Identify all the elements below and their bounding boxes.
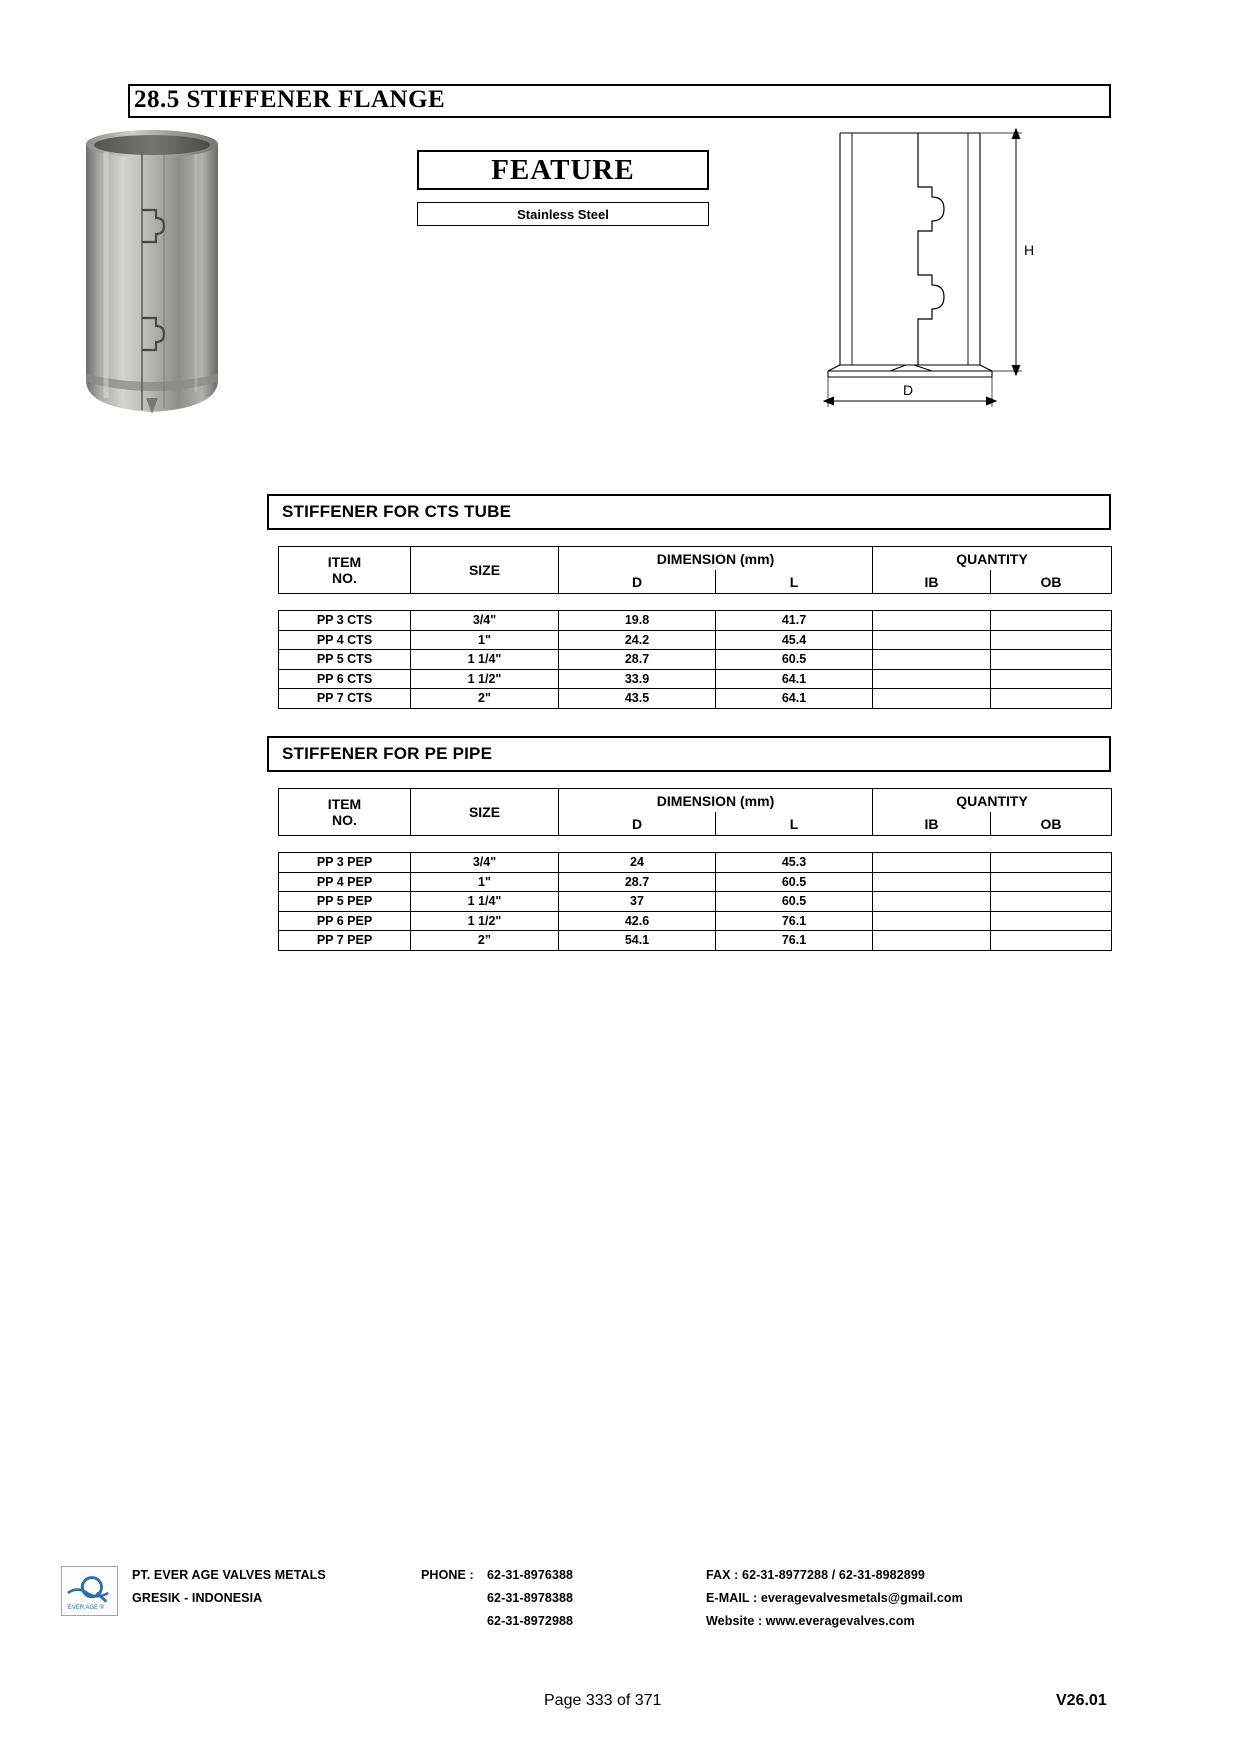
cell-item-no: PP 3 CTS bbox=[279, 611, 411, 631]
cell-ib bbox=[873, 853, 991, 873]
cell-ob bbox=[991, 630, 1112, 650]
table-cts bbox=[278, 610, 1112, 709]
col-header-ob: OB bbox=[991, 812, 1112, 836]
table-header-cts bbox=[278, 546, 1112, 594]
col-header-item-no bbox=[279, 547, 411, 594]
col-header-no: NO. bbox=[332, 812, 357, 828]
cell-d: 24 bbox=[559, 853, 716, 873]
cell-d: 24.2 bbox=[559, 630, 716, 650]
table-header-pep bbox=[278, 788, 1112, 836]
cell-item-no: PP 4 PEP bbox=[279, 872, 411, 892]
section-header-cts bbox=[267, 494, 1111, 530]
cell-l: 60.5 bbox=[716, 650, 873, 670]
cell-ob bbox=[991, 650, 1112, 670]
col-header-quantity: QUANTITY bbox=[873, 789, 1112, 813]
cell-ib bbox=[873, 630, 991, 650]
cell-item-no: PP 7 CTS bbox=[279, 689, 411, 709]
cell-ob bbox=[991, 689, 1112, 709]
dim-d-label: D bbox=[903, 382, 914, 398]
cell-l: 64.1 bbox=[716, 669, 873, 689]
col-header-ib: IB bbox=[873, 812, 991, 836]
cell-ob bbox=[991, 853, 1112, 873]
cell-l: 64.1 bbox=[716, 689, 873, 709]
col-header-size: SIZE bbox=[411, 547, 559, 594]
cell-ib bbox=[873, 650, 991, 670]
footer-email: E-MAIL : everagevalvesmetals@gmail.com bbox=[706, 1591, 963, 1605]
cell-size: 2” bbox=[411, 931, 559, 951]
col-header-dimension: DIMENSION (mm) bbox=[559, 789, 873, 813]
cell-size: 1 1/2" bbox=[411, 669, 559, 689]
table-row bbox=[279, 853, 1112, 873]
cell-l: 41.7 bbox=[716, 611, 873, 631]
cell-size: 1 1/2" bbox=[411, 911, 559, 931]
col-header-dimension: DIMENSION (mm) bbox=[559, 547, 873, 571]
table-row bbox=[279, 872, 1112, 892]
cell-item-no: PP 6 CTS bbox=[279, 669, 411, 689]
cell-ob bbox=[991, 611, 1112, 631]
col-header-d: D bbox=[559, 570, 716, 594]
col-header-size: SIZE bbox=[411, 789, 559, 836]
section-header-pep bbox=[267, 736, 1111, 772]
technical-drawing bbox=[820, 125, 1100, 425]
section-heading-cts: STIFFENER FOR CTS TUBE bbox=[282, 502, 512, 521]
company-logo bbox=[61, 1566, 118, 1616]
table-row bbox=[279, 931, 1112, 951]
footer-phone-label: PHONE : bbox=[421, 1568, 474, 1582]
cell-ob bbox=[991, 931, 1112, 951]
cell-item-no: PP 5 PEP bbox=[279, 892, 411, 912]
cell-ob bbox=[991, 911, 1112, 931]
cell-ib bbox=[873, 892, 991, 912]
col-header-l: L bbox=[716, 812, 873, 836]
cell-ob bbox=[991, 669, 1112, 689]
feature-material-box bbox=[417, 202, 709, 226]
cell-item-no: PP 5 CTS bbox=[279, 650, 411, 670]
cell-d: 42.6 bbox=[559, 911, 716, 931]
col-header-d: D bbox=[559, 812, 716, 836]
dim-h-label: H bbox=[1024, 242, 1035, 258]
table-row bbox=[279, 611, 1112, 631]
col-header-item: ITEM bbox=[327, 553, 362, 570]
cell-ob bbox=[991, 872, 1112, 892]
section-heading-pep: STIFFENER FOR PE PIPE bbox=[282, 744, 493, 763]
cell-l: 45.3 bbox=[716, 853, 873, 873]
footer-location: GRESIK - INDONESIA bbox=[132, 1591, 263, 1605]
col-header-item-no bbox=[279, 789, 411, 836]
col-header-l: L bbox=[716, 570, 873, 594]
cell-size: 2" bbox=[411, 689, 559, 709]
cell-l: 76.1 bbox=[716, 931, 873, 951]
document-version: V26.01 bbox=[1056, 1692, 1107, 1709]
cell-item-no: PP 3 PEP bbox=[279, 853, 411, 873]
cell-d: 28.7 bbox=[559, 872, 716, 892]
table-pep bbox=[278, 852, 1112, 951]
cell-item-no: PP 4 CTS bbox=[279, 630, 411, 650]
col-header-item: ITEM bbox=[327, 795, 362, 812]
col-header-quantity: QUANTITY bbox=[873, 547, 1112, 571]
cell-d: 19.8 bbox=[559, 611, 716, 631]
table-row bbox=[279, 630, 1112, 650]
cell-l: 76.1 bbox=[716, 911, 873, 931]
cell-size: 1" bbox=[411, 630, 559, 650]
cell-ob bbox=[991, 892, 1112, 912]
cell-d: 43.5 bbox=[559, 689, 716, 709]
table-row bbox=[279, 650, 1112, 670]
cell-l: 45.4 bbox=[716, 630, 873, 650]
product-photo bbox=[72, 122, 232, 422]
cell-size: 1 1/4" bbox=[411, 650, 559, 670]
table-row bbox=[279, 911, 1112, 931]
table-row bbox=[279, 689, 1112, 709]
cell-ib bbox=[873, 669, 991, 689]
feature-heading-box bbox=[417, 150, 709, 190]
cell-d: 54.1 bbox=[559, 931, 716, 951]
footer-phone-2: 62-31-8978388 bbox=[487, 1591, 574, 1605]
cell-size: 3/4" bbox=[411, 853, 559, 873]
page-number: Page 333 of 371 bbox=[544, 1692, 662, 1709]
svg-text:EVER AGE ®: EVER AGE ® bbox=[67, 1605, 104, 1612]
col-header-no: NO. bbox=[332, 570, 357, 586]
footer-phone-3: 62-31-8972988 bbox=[487, 1614, 574, 1628]
cell-l: 60.5 bbox=[716, 872, 873, 892]
table-row bbox=[279, 892, 1112, 912]
cell-item-no: PP 6 PEP bbox=[279, 911, 411, 931]
col-header-ob: OB bbox=[991, 570, 1112, 594]
cell-d: 37 bbox=[559, 892, 716, 912]
cell-ib bbox=[873, 931, 991, 951]
table-row bbox=[279, 669, 1112, 689]
cell-ib bbox=[873, 911, 991, 931]
cell-item-no: PP 7 PEP bbox=[279, 931, 411, 951]
col-header-ib: IB bbox=[873, 570, 991, 594]
page-title: 28.5 STIFFENER FLANGE bbox=[134, 86, 446, 113]
footer-website: Website : www.everagevalves.com bbox=[706, 1614, 915, 1628]
cell-size: 1 1/4" bbox=[411, 892, 559, 912]
cell-d: 33.9 bbox=[559, 669, 716, 689]
footer-fax: FAX : 62-31-8977288 / 62-31-8982899 bbox=[706, 1568, 925, 1582]
feature-heading: FEATURE bbox=[491, 153, 635, 186]
footer-company: PT. EVER AGE VALVES METALS bbox=[132, 1568, 326, 1582]
feature-material: Stainless Steel bbox=[517, 206, 609, 222]
cell-size: 1" bbox=[411, 872, 559, 892]
cell-size: 3/4" bbox=[411, 611, 559, 631]
cell-ib bbox=[873, 611, 991, 631]
cell-l: 60.5 bbox=[716, 892, 873, 912]
cell-ib bbox=[873, 689, 991, 709]
cell-d: 28.7 bbox=[559, 650, 716, 670]
cell-ib bbox=[873, 872, 991, 892]
footer-phone-1: 62-31-8976388 bbox=[487, 1568, 574, 1582]
